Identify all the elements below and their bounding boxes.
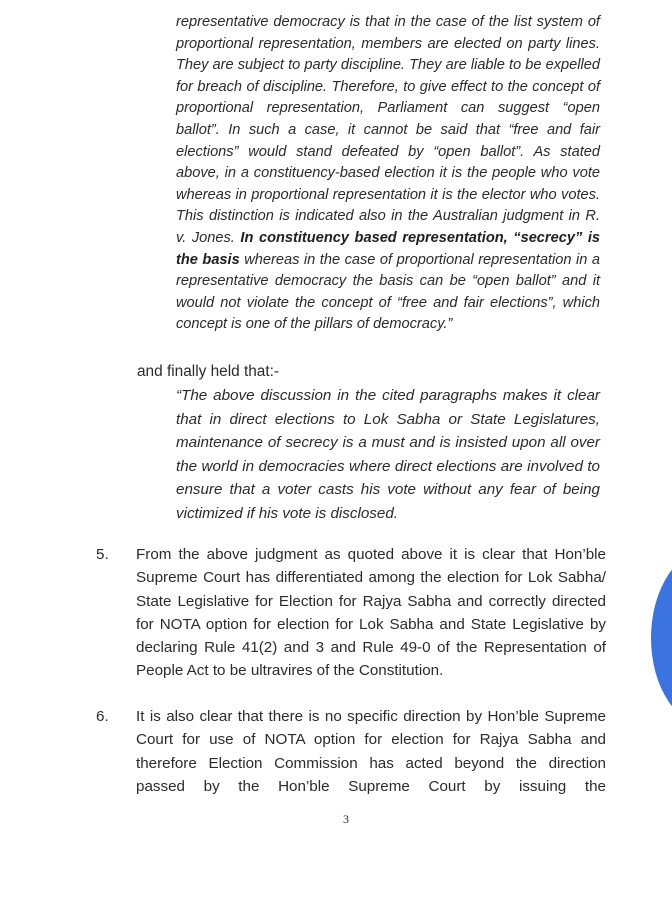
quote-text-bold: In constituency based representation, “secrecy” is the basis xyxy=(176,229,600,268)
finally-held-text: and finally held that:- xyxy=(137,363,280,380)
paragraph-text: From the above judgment as quoted above it is clear that Hon’ble Supreme Court has differentiated among the election for Lok Sabha/ State Legislative for Election for Rajya Sabha and correctly directed for NOTA option for election for Lok Sabha and State Legislative by declaring Rule 41(2) and 3 and Rule 49-0 of the Representation of People Act to be ultravires of the Constitution. xyxy=(136,546,606,680)
block-quote-holding: “The above discussion in the cited paragraphs makes it clear that in direct elections to Lok Sabha or State Legislatures, maintenance of secrecy is a must and is insisted upon all over the world in democracies where direct elections are involved to ensure that a voter casts his vote without any fear of being victimized if his vote is disclosed. xyxy=(176,387,600,522)
paragraph-number: 6. xyxy=(96,708,109,725)
block-quote-judgment xyxy=(176,12,600,336)
paragraph-6 xyxy=(96,705,606,798)
paragraph-number: 5. xyxy=(96,546,109,563)
edge-scroll-handle[interactable] xyxy=(651,548,672,728)
paragraph-text: It is also clear that there is no specific direction by Hon’ble Supreme Court for use of NOTA option for election for Rajya Sabha and therefore Election Commission has acted beyond the direction passed by the Hon’ble Supreme Court by issuing the xyxy=(136,708,606,795)
quote-text-part1: representative democracy is that in the case of the list system of proportional representation, members are elected on party lines. They are subject to party discipline. They are liable to be expelled for breach of discipline. Therefore, to give effect to the concept of proportional representation, Parliament can suggest “open ballot”. In such a case, it cannot be said that “free and fair elections” would stand defeated by “open ballot”. As stated above, in a constituency-based election it is the people who vote whereas in proportional representation it is the elector who votes. This distinction is indicated also in the Australian judgment in R. v. Jones. xyxy=(176,14,600,246)
quote-text-part2: whereas in the case of proportional representation in a representative democracy the basis can be “open ballot” and it would not violate the concept of “free and fair elections”, which concept is one of the pillars of democracy.” xyxy=(176,251,601,333)
paragraph-5 xyxy=(96,543,606,683)
page-number: 3 xyxy=(343,812,349,826)
